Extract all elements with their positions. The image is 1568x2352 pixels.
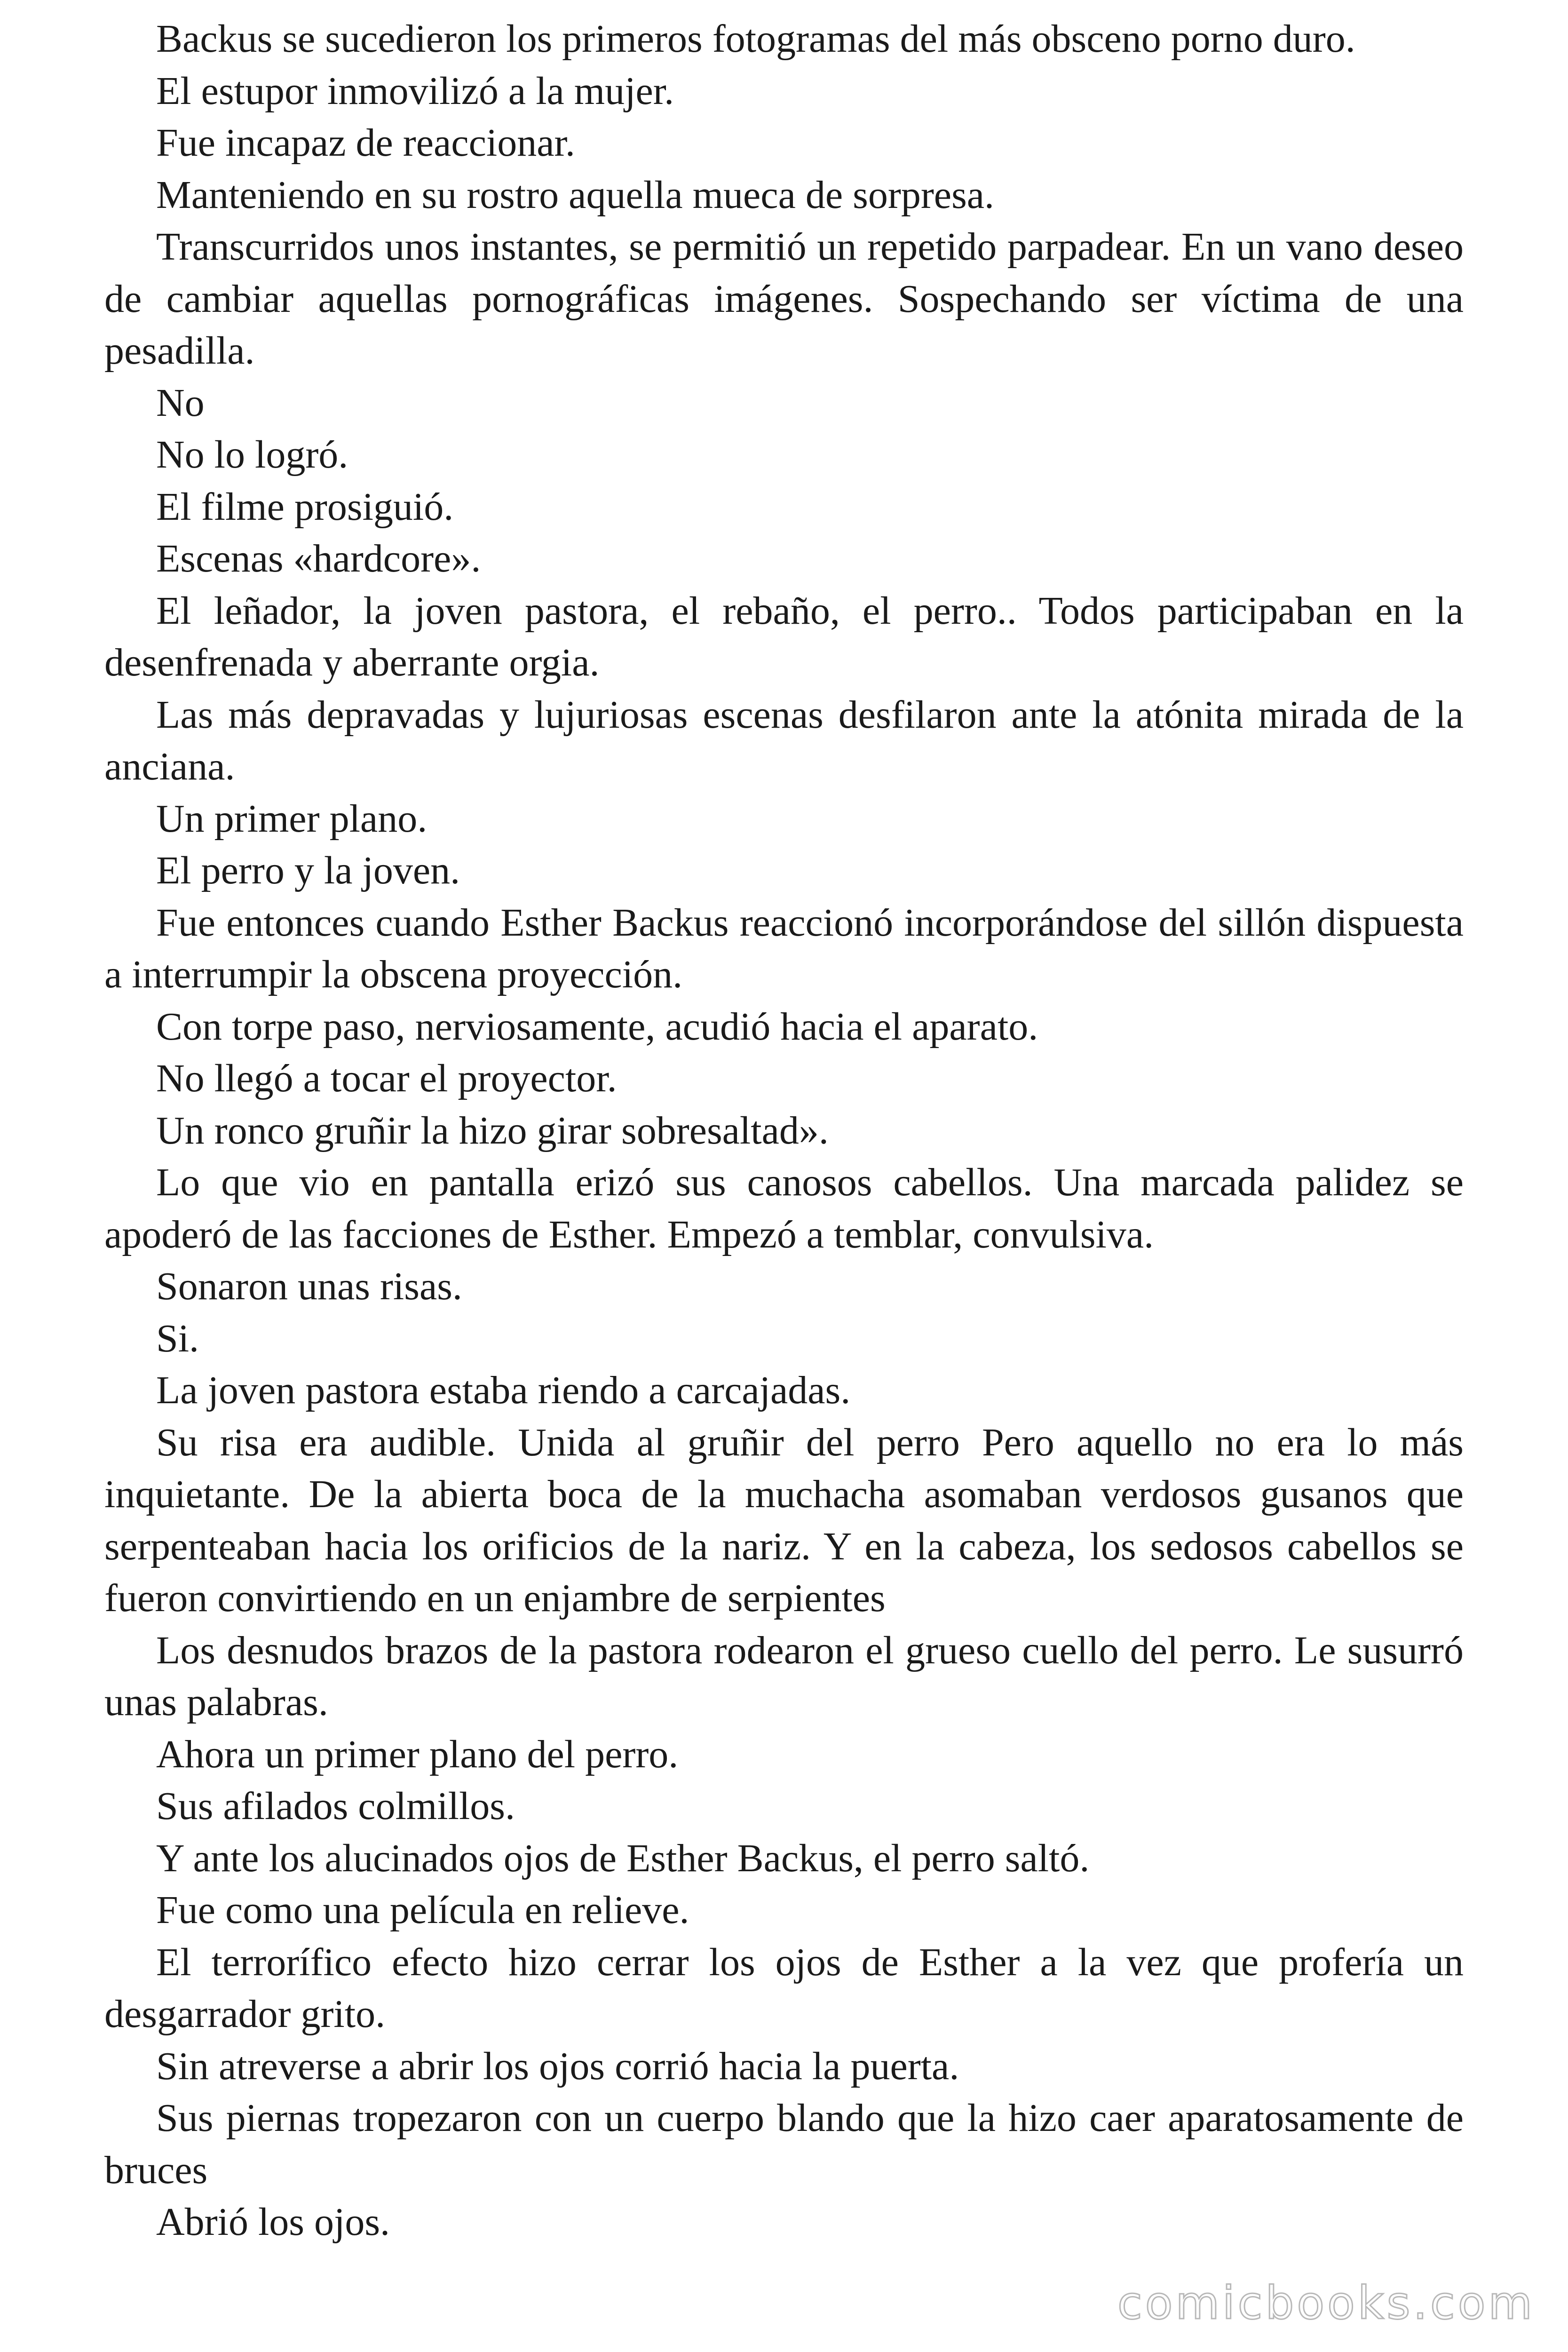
paragraph: Escenas «hardcore».: [156, 537, 481, 580]
paragraph: Un primer plano.: [156, 796, 428, 841]
paragraph: Sin atreverse a abrir los ojos corrió hacia la puerta.: [156, 2044, 959, 2088]
watermark: comicbooks.com: [1117, 2277, 1535, 2329]
paragraph: La joven pastora estaba riendo a carcajadas.: [156, 1368, 851, 1412]
paragraph: El terrorífico efecto hizo cerrar los ojos de Esther a la vez que profería un desgarrador grito.: [104, 1940, 1464, 2036]
paragraph: El filme prosiguió.: [156, 485, 454, 529]
paragraph: El perro y la joven.: [156, 849, 460, 892]
paragraph: No: [156, 381, 205, 425]
paragraph: El estupor inmovilizó a la mujer.: [156, 69, 674, 113]
paragraph: Los desnudos brazos de la pastora rodearon el grueso cuello del perro. Le susurró unas palabras.: [104, 1628, 1464, 1724]
paragraph: Transcurridos unos instantes, se permitió un repetido parpadear. En un vano deseo de cambiar aquellas pornográficas imágenes. Sospechando ser víctima de una pesadilla.: [104, 225, 1464, 373]
paragraph: Fue como una película en relieve.: [156, 1888, 689, 1932]
paragraph: Fue entonces cuando Esther Backus reaccionó incorporándose del sillón dispuesta a interrumpir la obscena proyección.: [104, 900, 1464, 996]
paragraph: Las más depravadas y lujuriosas escenas desfilaron ante la atónita mirada de la anciana.: [104, 692, 1464, 788]
paragraph: El leñador, la joven pastora, el rebaño, el perro.. Todos participaban en la desenfrenada y aberrante orgia.: [104, 588, 1464, 684]
paragraph: Sus piernas tropezaron con un cuerpo blando que la hizo caer aparatosamente de bruces: [104, 2096, 1464, 2192]
paragraph: No llegó a tocar el proyector.: [156, 1057, 617, 1100]
paragraph: Un ronco gruñir la hizo girar sobresaltad».: [156, 1108, 829, 1152]
paragraph: Manteniendo en su rostro aquella mueca de sorpresa.: [156, 173, 995, 217]
paragraph: Fue incapaz de reaccionar.: [156, 121, 575, 165]
paragraph: Si.: [156, 1316, 199, 1360]
paragraph: Sus afilados colmillos.: [156, 1784, 515, 1828]
paragraph: Y ante los alucinados ojos de Esther Backus, el perro saltó.: [156, 1836, 1090, 1880]
paragraph: Su risa era audible. Unida al gruñir del perro Pero aquello no era lo más inquietante. De la abierta boca de la muchacha asomaban verdosos gusanos que serpenteaban hacia los orificios de la nariz. Y en la cabeza, los sedosos cabellos se fueron convirtiendo en un enjambre de serpientes: [104, 1420, 1464, 1620]
paragraph: Abrió los ojos.: [156, 2200, 390, 2244]
paragraph: Backus se sucedieron los primeros fotogramas del más obsceno porno duro.: [156, 17, 1355, 61]
paragraph: Sonaron unas risas.: [156, 1264, 462, 1308]
paragraph: No lo logró.: [156, 433, 348, 477]
body-text: [104, 13, 1464, 2249]
paragraph: Ahora un primer plano del perro.: [156, 1732, 679, 1776]
paragraph: Lo que vio en pantalla erizó sus canosos cabellos. Una marcada palidez se apoderó de las facciones de Esther. Empezó a temblar, convulsiva.: [104, 1160, 1464, 1256]
paragraph: Con torpe paso, nerviosamente, acudió hacia el aparato.: [156, 1004, 1038, 1049]
